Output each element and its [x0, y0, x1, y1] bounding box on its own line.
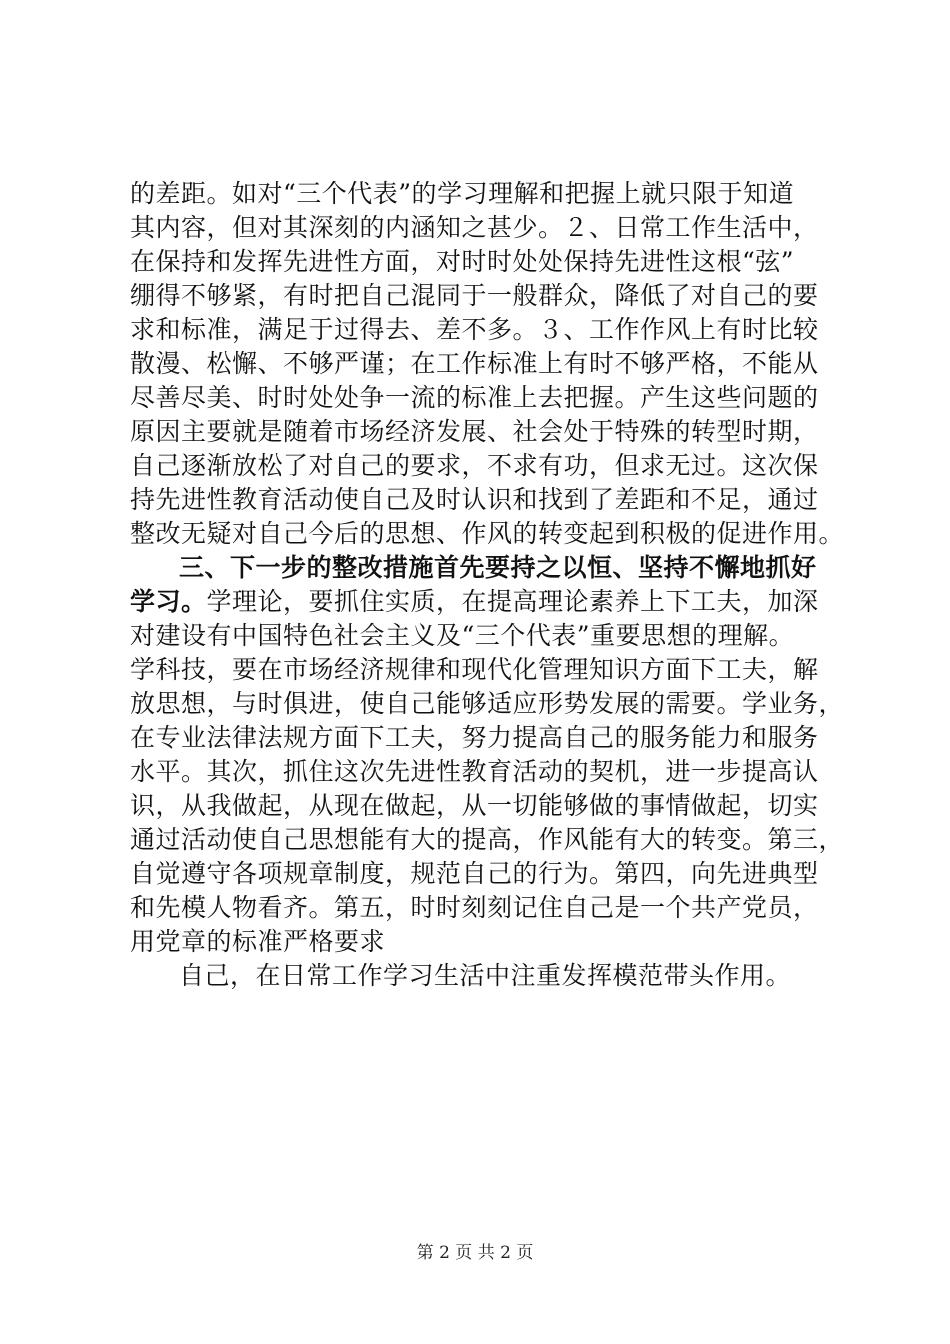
paragraph-line: 求和标准，满足于过得去、差不多。３、工作作风上有时比较 — [130, 315, 819, 344]
section-heading-end: 学习。 — [130, 587, 207, 616]
paragraph-line: 学科技，要在市场经济规律和现代化管理知识方面下工夫，解 — [130, 655, 819, 684]
paragraph-line: 放思想，与时俱进，使自己能够适应形势发展的需要。学业务， — [130, 689, 845, 718]
paragraph-line: 通过活动使自己思想能有大的提高，作风能有大的转变。第三， — [130, 825, 845, 854]
paragraph-line: 原因主要就是随着市场经济发展、社会处于特殊的转型时期， — [130, 417, 819, 446]
paragraph-line: 整改无疑对自己今后的思想、作风的转变起到积极的促进作用。 — [130, 519, 845, 548]
paragraph-line: 自己逐渐放松了对自己的要求，不求有功，但求无过。这次保 — [130, 451, 819, 480]
paragraph-line: 和先模人物看齐。第五，时时刻刻记住自己是一个共产党员， — [130, 893, 819, 922]
paragraph-line: 水平。其次，抓住这次先进性教育活动的契机，进一步提高认 — [130, 757, 819, 786]
paragraph-line: 的差距。如对“三个代表”的学习理解和把握上就只限于知道 — [130, 179, 795, 208]
paragraph-line: 散漫、松懈、不够严谨；在工作标准上有时不够严格，不能从 — [130, 349, 819, 378]
paragraph-line: 在保持和发挥先进性方面，对时时处处保持先进性这根“弦” — [130, 247, 795, 276]
paragraph-line: 持先进性教育活动使自己及时认识和找到了差距和不足，通过 — [130, 485, 819, 514]
section-heading-continuation — [130, 585, 830, 619]
section-heading: 三、下一步的整改措施首先要持之以恒、坚持不懈地抓好 — [179, 553, 817, 582]
paragraph-line: 用党章的标准严格要求 — [130, 927, 386, 956]
paragraph-line: 自觉遵守各项规章制度，规范自己的行为。第四，向先进典型 — [130, 859, 819, 888]
paragraph-line: 绷得不够紧，有时把自己混同于一般群众，降低了对自己的要 — [130, 281, 819, 310]
paragraph-line: 尽善尽美、时时处处争一流的标准上去把握。产生这些问题的 — [130, 383, 819, 412]
paragraph-line: 识，从我做起，从现在做起，从一切能够做的事情做起，切实 — [130, 791, 819, 820]
paragraph-line: 其内容，但对其深刻的内涵知之甚少。２、日常工作生活中， — [130, 213, 819, 242]
page-number-footer: 第 2 页 共 2 页 — [416, 1243, 534, 1263]
paragraph-line: 在专业法律法规方面下工夫，努力提高自己的服务能力和服务 — [130, 723, 819, 752]
closing-line: 自己，在日常工作学习生活中注重发挥模范带头作用。 — [179, 961, 792, 990]
paragraph-line: 对建设有中国特色社会主义及“三个代表”重要思想的理解。 — [130, 621, 795, 650]
paragraph-text: 学理论，要抓住实质，在提高理论素养上下工夫，加深 — [206, 587, 819, 616]
